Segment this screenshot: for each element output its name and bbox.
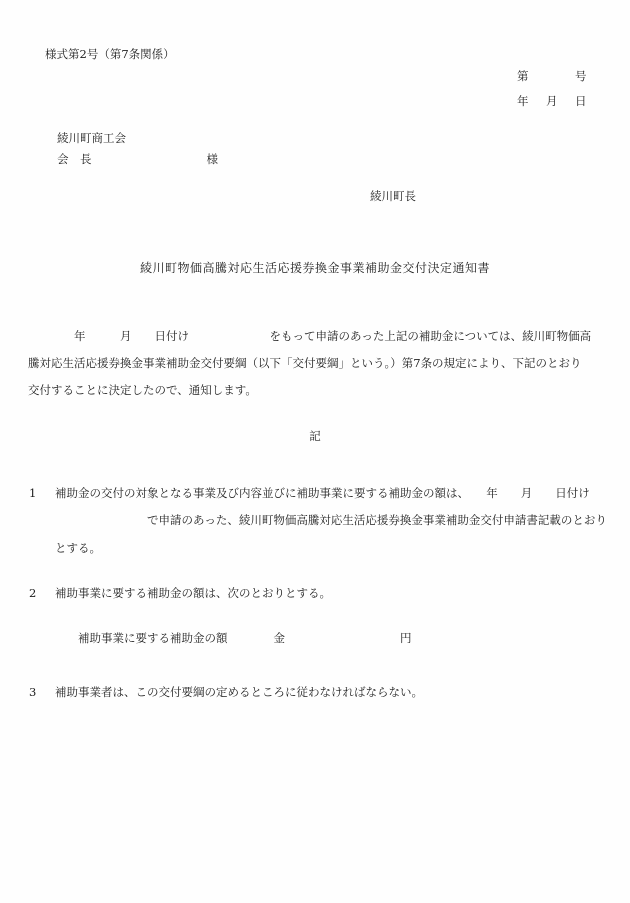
body-paragraph-line-1: 年 月 日付け をもって申請のあった上記の補助金については、綾川町物価高 — [28, 329, 592, 343]
recipient-organization: 綾川町商工会 — [57, 131, 126, 145]
item-3-number: 3 — [29, 685, 37, 699]
item-2-line-1: 補助事業に要する補助金の額は、次のとおりとする。 — [55, 586, 331, 600]
item-1-line-1: 補助金の交付の対象となる事業及び内容並びに補助事業に要する補助金の額は、 年 月 日付け — [55, 486, 590, 500]
item-1-line-3: とする。 — [55, 541, 101, 555]
doc-number-blank: 第 号 — [517, 69, 590, 83]
recipient-title-and-honorific: 会 長 様 — [57, 152, 218, 166]
form-number-label: 様式第2号（第7条関係） — [45, 47, 175, 61]
body-paragraph-line-3: 交付することに決定したので、通知します。 — [28, 383, 257, 397]
sender-name: 綾川町長 — [370, 189, 416, 203]
body-paragraph-line-2: 騰対応生活応援券換金事業補助金交付要綱（以下「交付要綱」という。）第7条の規定により、下記のとおり — [28, 356, 582, 370]
document-title: 綾川町物価高騰対応生活応援券換金事業補助金交付決定通知書 — [139, 261, 490, 275]
item-2-number: 2 — [29, 586, 37, 600]
item-2-amount-line: 補助事業に要する補助金の額 金 円 — [78, 631, 412, 645]
item-3-line-1: 補助事業者は、この交付要綱の定めるところに従わなければならない。 — [55, 685, 423, 699]
date-blank: 年 月 日 — [517, 94, 590, 108]
item-1-line-2: で申請のあった、綾川町物価高騰対応生活応援券換金事業補助金交付申請書記載のとおり — [55, 513, 607, 527]
section-marker-ki: 記 — [309, 429, 321, 443]
item-1-number: 1 — [29, 486, 37, 500]
